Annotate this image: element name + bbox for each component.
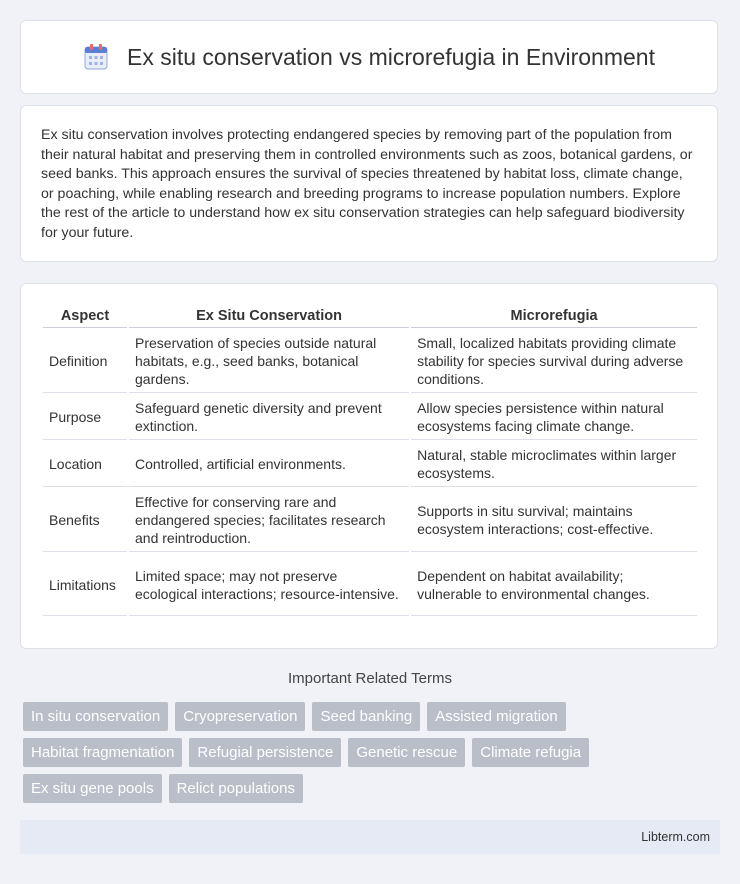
comparison-card <box>20 283 718 649</box>
tag-ex-situ-gene-pools[interactable]: Ex situ gene pools <box>23 774 162 803</box>
row-ex-situ: Controlled, artificial environments. <box>129 442 409 487</box>
header-ex-situ: Ex Situ Conservation <box>129 306 409 328</box>
row-microrefugia: Allow species persistence within natural ecosystems facing climate change. <box>411 395 697 440</box>
row-ex-situ: Preservation of species outside natural habitats, e.g., seed banks, botanical gardens. <box>129 330 409 393</box>
intro-card <box>20 105 718 262</box>
tag-seed-banking[interactable]: Seed banking <box>312 702 420 731</box>
intro-text: Ex situ conservation involves protecting endangered species by removing part of the population from their natural habitat and preserving them in controlled environments such as zoos, botanical gardens, or seed banks. This approach ensures the survival of species threatened by habitat loss, climate change, or poaching, while enabling research and breeding programs to increase population numbers. Explore the rest of the article to understand how ex situ conservation strategies can help safeguard biodiversity for your future. <box>41 127 693 241</box>
tag-cryopreservation[interactable]: Cryopreservation <box>175 702 305 731</box>
table-row <box>43 442 697 487</box>
row-aspect: Limitations <box>43 554 127 616</box>
header-card <box>20 20 718 94</box>
row-microrefugia: Supports in situ survival; maintains ecosystem interactions; cost-effective. <box>411 489 697 552</box>
row-aspect: Purpose <box>43 395 127 440</box>
footer-brand-link[interactable]: Libterm.com <box>641 830 710 844</box>
related-terms-title: Important Related Terms <box>288 670 452 687</box>
row-ex-situ: Effective for conserving rare and endangered species; facilitates research and reintroduction. <box>129 489 409 552</box>
table-row <box>43 554 697 616</box>
header-microrefugia: Microrefugia <box>411 306 697 328</box>
related-terms-list <box>23 702 723 803</box>
row-microrefugia: Small, localized habitats providing climate stability for species survival during adverse conditions. <box>411 330 697 393</box>
row-ex-situ: Safeguard genetic diversity and prevent extinction. <box>129 395 409 440</box>
calendar-icon <box>83 43 109 71</box>
table-row <box>43 330 697 393</box>
row-ex-situ: Limited space; may not preserve ecological interactions; resource-intensive. <box>129 554 409 616</box>
tag-in-situ-conservation[interactable]: In situ conservation <box>23 702 168 731</box>
tag-assisted-migration[interactable]: Assisted migration <box>427 702 566 731</box>
tag-genetic-rescue[interactable]: Genetic rescue <box>348 738 465 767</box>
table-header-row <box>43 306 697 328</box>
header-aspect: Aspect <box>43 306 127 328</box>
row-aspect: Definition <box>43 330 127 393</box>
tag-habitat-fragmentation[interactable]: Habitat fragmentation <box>23 738 182 767</box>
tag-relict-populations[interactable]: Relict populations <box>169 774 303 803</box>
table-row <box>43 395 697 440</box>
page-title: Ex situ conservation vs microrefugia in Environment <box>127 43 655 70</box>
row-aspect: Benefits <box>43 489 127 552</box>
row-aspect: Location <box>43 442 127 487</box>
table-row <box>43 489 697 552</box>
tag-climate-refugia[interactable]: Climate refugia <box>472 738 589 767</box>
row-microrefugia: Dependent on habitat availability; vulnerable to environmental changes. <box>411 554 697 616</box>
footer <box>20 820 720 854</box>
tag-refugial-persistence[interactable]: Refugial persistence <box>189 738 341 767</box>
row-microrefugia: Natural, stable microclimates within larger ecosystems. <box>411 442 697 487</box>
comparison-table <box>41 304 699 618</box>
